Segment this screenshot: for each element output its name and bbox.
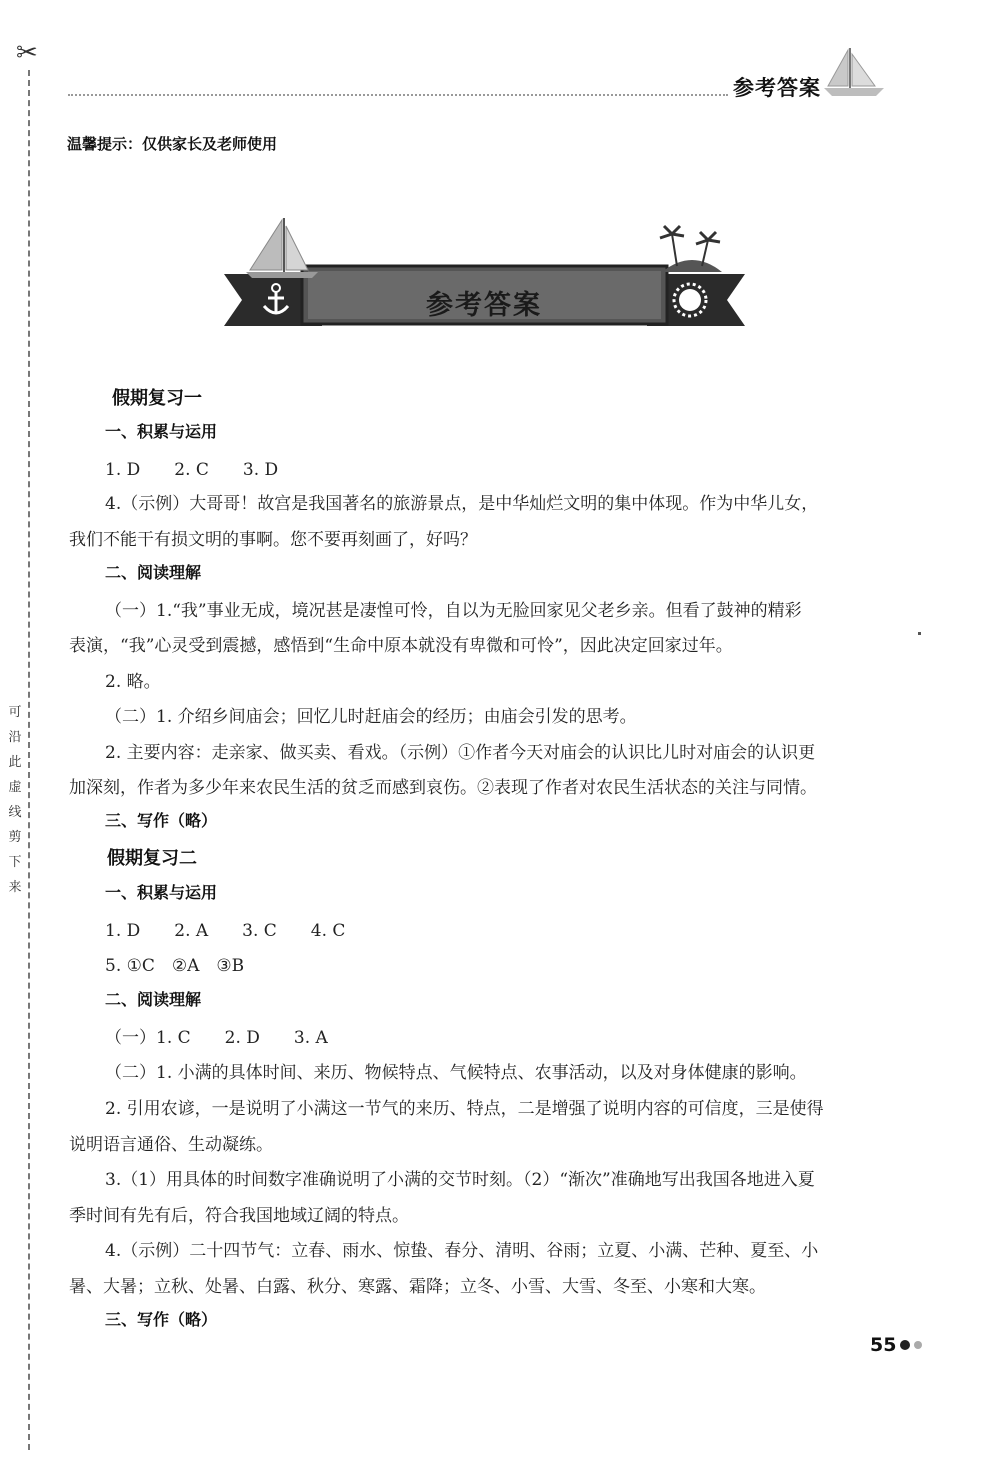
answer-line: 季时间有先有后，符合我国地域辽阔的特点。 (69, 1206, 409, 1226)
answer-line: 2. 引用农谚，一是说明了小满这一节气的来历、特点，二是增强了说明内容的可信度，三是使得 (105, 1099, 824, 1119)
section-heading: 三、写作（略） (105, 811, 218, 830)
section-heading: 二、阅读理解 (105, 990, 202, 1009)
answer-line: 4.（示例）二十四节气：立春、雨水、惊蛰、春分、清明、谷雨；立夏、小满、芒种、夏至、小 (105, 1241, 819, 1261)
page-number: 55 (870, 1334, 897, 1356)
section-heading: 假期复习一 (112, 388, 202, 409)
answer-line: 加深刻，作者为多少年来农民生活的贫乏而感到哀伤。②表现了作者对农民生活状态的关注与同情。 (69, 778, 817, 798)
answer-line: 5. ①C ②A ③B (105, 956, 245, 976)
answer-line: 表演，“我”心灵受到震撼，感悟到“生命中原本就没有卑微和可怜”，因此决定回家过年。 (69, 636, 733, 656)
answer-line: 暑、大暑；立秋、处暑、白露、秋分、寒露、霜降；立冬、小雪、大雪、冬至、小寒和大寒。 (69, 1277, 766, 1297)
header-title: 参考答案 (733, 76, 821, 100)
answer-line: （一）1.“我”事业无成，境况甚是凄惶可怜，自以为无脸回家见父老乡亲。但看了鼓神的精彩 (105, 601, 802, 621)
section-heading: 二、阅读理解 (105, 563, 202, 582)
sailboat-icon (820, 48, 890, 98)
scissors-icon: ✂ (16, 38, 38, 68)
answer-line: 3.（1）用具体的时间数字准确说明了小满的交节时刻。（2）“渐次”准确地写出我国各地进入夏 (105, 1170, 815, 1190)
page-dot-light (914, 1341, 922, 1349)
page-dot-dark (900, 1340, 910, 1350)
answer-line: 1. D 2. C 3. D (105, 460, 279, 480)
section-heading: 假期复习二 (107, 848, 197, 869)
tip-text: 温馨提示：仅供家长及老师使用 (67, 135, 278, 153)
answer-line: （一）1. C 2. D 3. A (105, 1028, 328, 1048)
cut-line (28, 70, 30, 1450)
answer-line: （二）1. 介绍乡间庙会；回忆儿时赶庙会的经历；由庙会引发的思考。 (105, 707, 637, 727)
cut-instruction: 可沿此虚线剪下来 (8, 705, 22, 895)
margin-mark (918, 632, 921, 635)
section-heading: 三、写作（略） (105, 1310, 218, 1329)
answer-line: 说明语言通俗、生动凝练。 (69, 1135, 273, 1155)
banner-title: 参考答案 (426, 290, 542, 321)
answer-line: 4.（示例）大哥哥！故宫是我国著名的旅游景点，是中华灿烂文明的集中体现。作为中华儿女， (105, 494, 819, 514)
section-heading: 一、积累与运用 (105, 422, 218, 441)
answer-line: （二）1. 小满的具体时间、来历、物候特点、气候特点、农事活动，以及对身体健康的影响。 (105, 1063, 807, 1083)
answer-line: 2. 主要内容：走亲家、做买卖、看戏。（示例）①作者今天对庙会的认识比儿时对庙会的认识更 (105, 743, 816, 763)
answer-line: 1. D 2. A 3. C 4. C (105, 921, 346, 941)
section-heading: 一、积累与运用 (105, 883, 218, 902)
answer-line: 2. 略。 (105, 672, 161, 692)
header-rule (68, 94, 728, 96)
answer-line: 我们不能干有损文明的事啊。您不要再刻画了，好吗？ (69, 530, 477, 550)
